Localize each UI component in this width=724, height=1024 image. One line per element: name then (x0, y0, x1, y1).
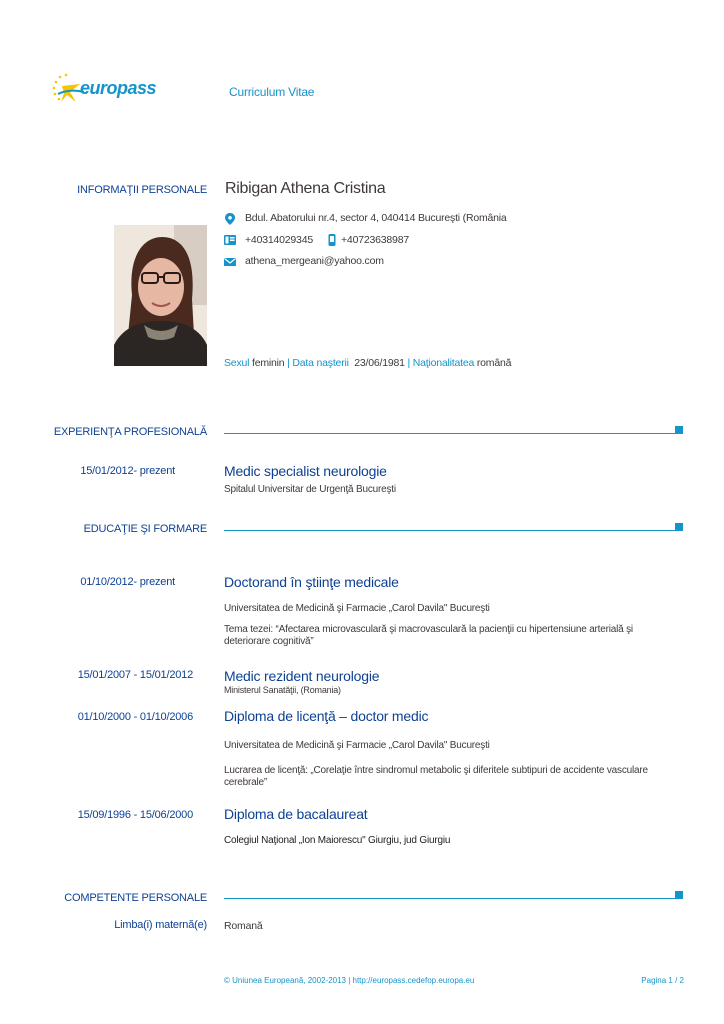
nationality-label: Naţionalitatea (412, 357, 475, 369)
email-text: athena_mergeani@yahoo.com (245, 255, 384, 267)
education-date: 15/01/2007 - 15/01/2012 (77, 669, 193, 681)
section-divider-marker (675, 426, 683, 434)
location-pin-icon (224, 212, 236, 226)
section-divider-marker (675, 891, 683, 899)
education-date: 01/10/2000 - 01/10/2006 (77, 711, 193, 723)
sex-value: feminin (251, 357, 285, 369)
experience-section-label: EXPERIENŢA PROFESIONALĂ (53, 426, 207, 438)
personal-details-line (224, 357, 511, 370)
education-institution: Universitatea de Medicină şi Farmacie „Carol Davila" Bucureşti (224, 603, 490, 614)
phone-icon (224, 234, 236, 246)
profile-photo (114, 225, 207, 366)
education-thesis: Tema tezei: “Afectarea microvasculară şi macrovasculară la pacienţii cu hipertensiune arterială şi deteriorare cognitivă” (224, 624, 633, 647)
education-title: Diploma de licenţă – doctor medic (224, 708, 429, 724)
education-institution: Colegiul Naţional „Ion Maiorescu" Giurgiu, jud Giurgiu (224, 835, 451, 846)
education-institution: Ministerul Sanatăţii, (Romania) (224, 685, 341, 695)
experience-date: 15/01/2012- prezent (80, 465, 175, 477)
europass-logo (50, 72, 160, 106)
section-divider (224, 433, 676, 434)
education-title: Medic rezident neurologie (224, 668, 380, 684)
phone-mobile-text: +40723638987 (341, 234, 409, 246)
section-divider (224, 898, 676, 899)
full-name: Ribigan Athena Cristina (225, 180, 386, 197)
separator: | (287, 357, 290, 369)
mobile-phone-icon (326, 234, 338, 246)
skills-section-label: COMPETENTE PERSONALE (64, 892, 207, 904)
phone-home-text: +40314029345 (245, 234, 313, 246)
birth-date-label: Data naşterii (292, 357, 349, 369)
nationality-value: română (476, 357, 512, 369)
mother-tongue-value: Romană (224, 920, 263, 932)
address-text: Bdul. Abatorului nr.4, sector 4, 040414 Bucureşti (România (245, 212, 507, 224)
section-divider-marker (675, 523, 683, 531)
footer-copyright: © Uniunea Europeană, 2002-2013 | http://europass.cedefop.europa.eu (224, 976, 475, 985)
sex-label: Sexul (224, 357, 250, 369)
separator: | (407, 357, 411, 369)
education-date: 15/09/1996 - 15/06/2000 (77, 809, 193, 821)
birth-date-value: 23/06/1981 (354, 357, 405, 369)
education-title: Diploma de bacalaureat (224, 806, 368, 822)
education-section-label: EDUCAŢIE ŞI FORMARE (83, 523, 207, 535)
education-date: 01/10/2012- prezent (80, 576, 175, 588)
experience-employer: Spitalul Universitar de Urgenţă Bucureşti (224, 484, 396, 495)
education-title: Doctorand în ştiinţe medicale (224, 574, 399, 590)
europass-wordmark: europass (80, 78, 157, 98)
footer-page-number: Pagina 1 / 2 (641, 976, 684, 985)
personal-info-section-label: INFORMAŢII PERSONALE (77, 184, 207, 196)
education-thesis: Lucrarea de licenţă: „Corelaţie între sindromul metabolic şi diferitele subtipuri de accidente vasculare cerebrale” (224, 765, 648, 788)
mother-tongue-label: Limba(i) maternă(e) (114, 919, 207, 931)
education-institution: Universitatea de Medicină şi Farmacie „Carol Davila" Bucureşti (224, 740, 490, 751)
experience-title: Medic specialist neurologie (224, 463, 387, 479)
section-divider (224, 530, 676, 531)
document-title: Curriculum Vitae (229, 85, 315, 99)
email-icon (224, 256, 236, 268)
